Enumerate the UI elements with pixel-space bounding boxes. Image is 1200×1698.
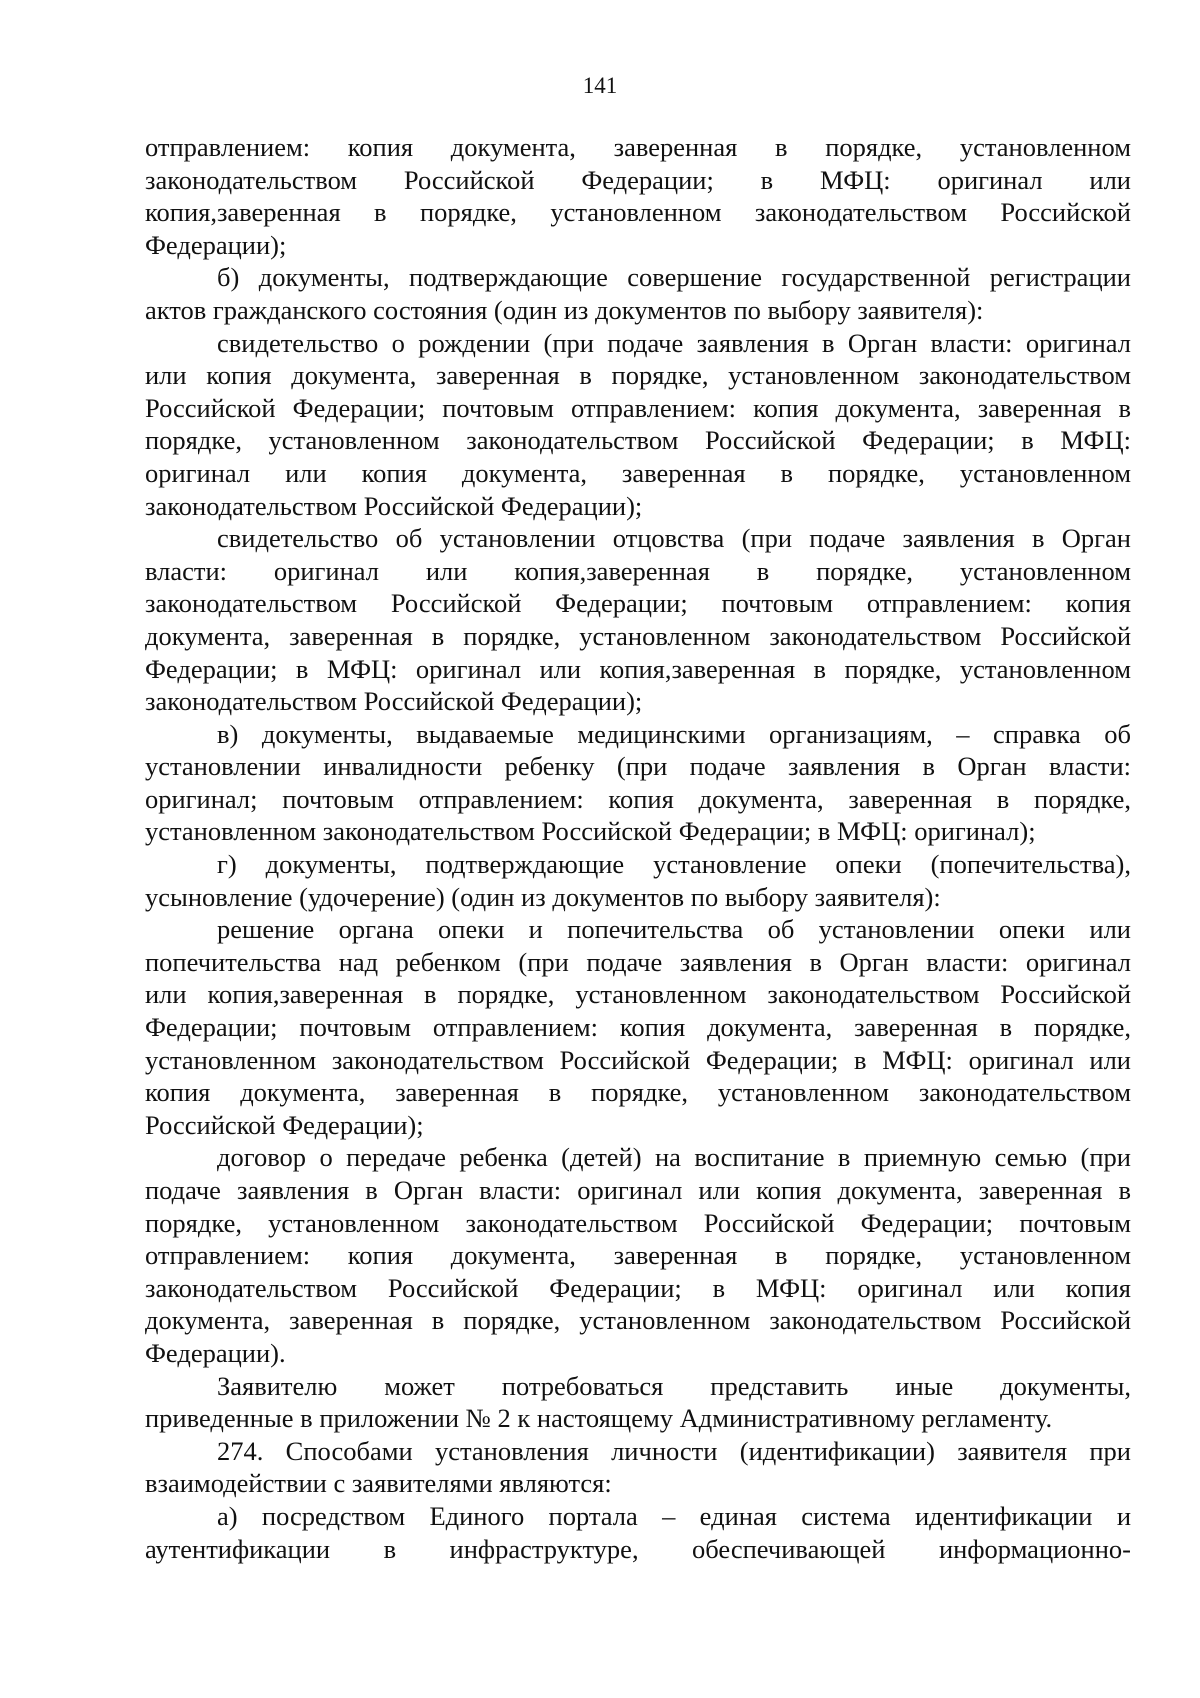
- text-line: решение органа опеки и попечительства об установлении опеки или: [217, 914, 1131, 945]
- text-line: законодательством Российской Федерации; в МФЦ: оригинал или: [145, 164, 1131, 195]
- text-line: порядке, установленном законодательством Российской Федерации; почтовым: [145, 1207, 1131, 1238]
- text-line: оригинал; почтовым отправлением: копия документа, заверенная в порядке,: [145, 783, 1131, 814]
- text-line: законодательством Российской Федерации; почтовым отправлением: копия: [145, 588, 1131, 619]
- text-line: попечительства над ребенком (при подаче заявления в Орган власти: оригинал: [145, 946, 1131, 977]
- text-line: подаче заявления в Орган власти: оригинал или копия документа, заверенная в: [145, 1175, 1131, 1205]
- text-line: копия,заверенная в порядке, установленном законодательством Российской: [145, 197, 1131, 228]
- text-line: аутентификации в инфраструктуре, обеспечивающей информационно-: [145, 1533, 1131, 1564]
- text-line: установленном законодательством Российской Федерации; в МФЦ: оригинал);: [145, 816, 1036, 847]
- text-line: договор о передаче ребенка (детей) на воспитание в приемную семью (при: [217, 1142, 1131, 1173]
- text-line: приведенные в приложении № 2 к настоящему Административному регламенту.: [145, 1403, 1053, 1434]
- text-line: а) посредством Единого портала – единая система идентификации и: [217, 1500, 1131, 1531]
- text-line: оригинал или копия документа, заверенная в порядке, установленном: [145, 457, 1131, 488]
- text-line: законодательством Российской Федерации; в МФЦ: оригинал или копия: [145, 1272, 1131, 1303]
- text-line: законодательством Российской Федерации);: [145, 686, 643, 717]
- text-line: усыновление (удочерение) (один из документов по выбору заявителя):: [145, 881, 941, 912]
- text-line: г) документы, подтверждающие установление опеки (попечительства),: [217, 849, 1131, 880]
- text-line: отправлением: копия документа, заверенная в порядке, установленном: [145, 132, 1131, 162]
- text-line: установленном законодательством Российской Федерации; в МФЦ: оригинал или: [145, 1044, 1131, 1075]
- text-line: Федерации).: [145, 1337, 286, 1368]
- text-line: свидетельство об установлении отцовства (при подаче заявления в Орган: [217, 523, 1131, 554]
- text-line: в) документы, выдаваемые медицинскими организациям, – справка об: [217, 718, 1131, 749]
- text-line: копия документа, заверенная в порядке, установленном законодательством: [145, 1077, 1131, 1108]
- document-body: [145, 131, 1131, 1565]
- page-number: 141: [582, 73, 618, 98]
- text-line: б) документы, подтверждающие совершение государственной регистрации: [217, 262, 1131, 293]
- text-line: власти: оригинал или копия,заверенная в порядке, установленном: [145, 555, 1131, 586]
- text-line: Российской Федерации);: [145, 1109, 424, 1140]
- text-line: 274. Способами установления личности (идентификации) заявителя при: [217, 1435, 1131, 1466]
- text-line: отправлением: копия документа, заверенная в порядке, установленном: [145, 1240, 1131, 1271]
- text-line: или копия,заверенная в порядке, установленном законодательством Российской: [145, 979, 1131, 1010]
- text-line: законодательством Российской Федерации);: [145, 490, 643, 521]
- text-line: Российской Федерации; почтовым отправлением: копия документа, заверенная в: [145, 392, 1131, 423]
- text-line: документа, заверенная в порядке, установленном законодательством Российской: [145, 620, 1131, 651]
- text-line: порядке, установленном законодательством Российской Федерации; в МФЦ:: [145, 425, 1131, 456]
- text-line: документа, заверенная в порядке, установленном законодательством Российской: [145, 1305, 1131, 1336]
- text-line: взаимодействии с заявителями являются:: [145, 1468, 612, 1499]
- text-line: Заявителю может потребоваться представить иные документы,: [217, 1370, 1131, 1401]
- text-line: Федерации; в МФЦ: оригинал или копия,заверенная в порядке, установленном: [145, 653, 1131, 684]
- text-line: Федерации; почтовым отправлением: копия документа, заверенная в порядке,: [145, 1012, 1131, 1043]
- text-line: свидетельство о рождении (при подаче заявления в Орган власти: оригинал: [217, 327, 1131, 358]
- text-line: Федерации);: [145, 229, 287, 260]
- text-line: актов гражданского состояния (один из документов по выбору заявителя):: [145, 294, 984, 325]
- text-line: установлении инвалидности ребенку (при подаче заявления в Орган власти:: [145, 751, 1131, 782]
- text-line: или копия документа, заверенная в порядке, установленном законодательством: [145, 360, 1131, 391]
